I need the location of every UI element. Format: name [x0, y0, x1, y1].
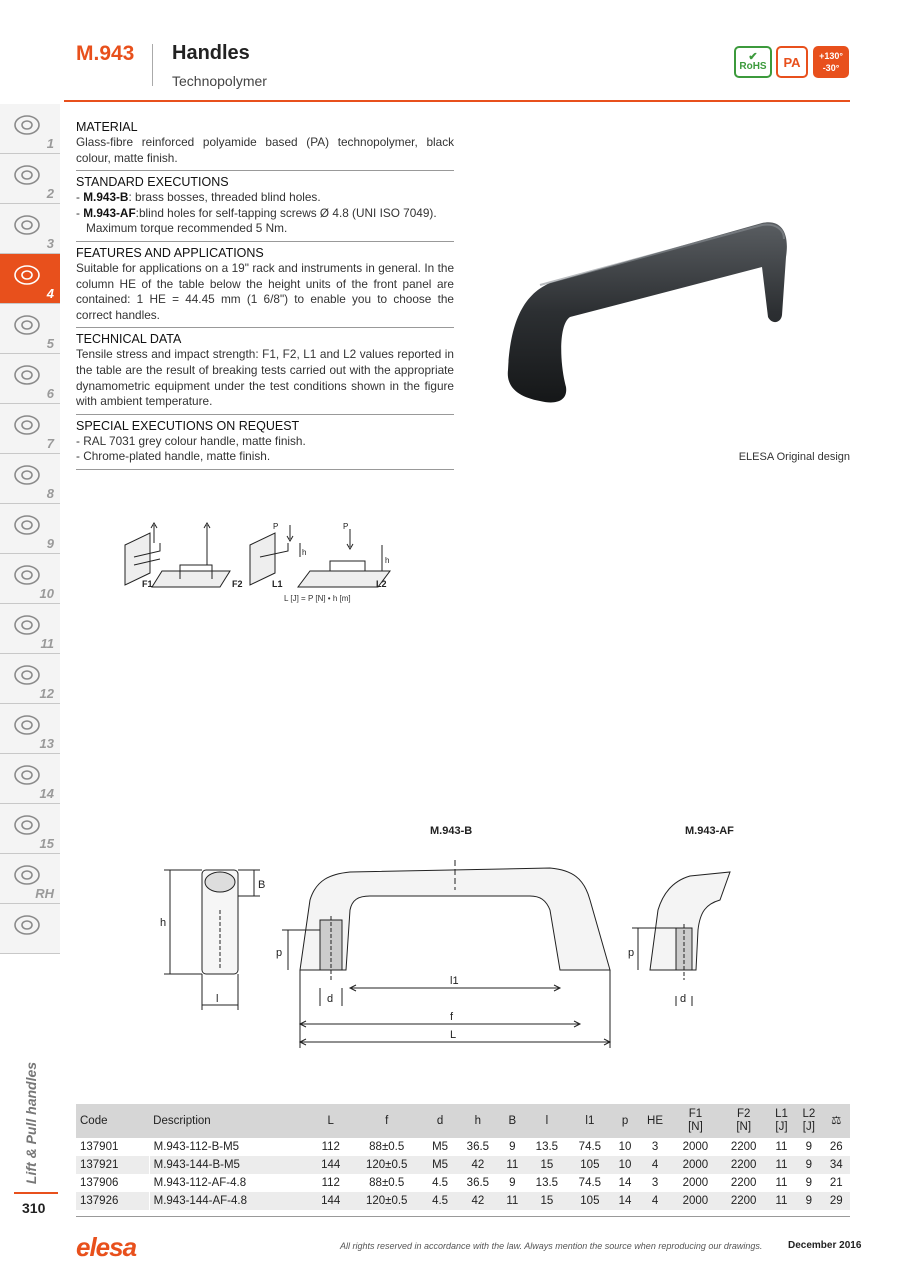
- table-cell: 144: [312, 1192, 350, 1210]
- sidebar-item-number: 11: [40, 636, 54, 651]
- l1-label: L1: [272, 579, 283, 589]
- plunger-icon: [10, 460, 44, 490]
- l2-label: L2: [376, 579, 387, 589]
- p-label: P: [273, 522, 279, 531]
- table-cell: M.943-112-AF-4.8: [153, 1177, 247, 1189]
- special-executions-section: [76, 419, 454, 470]
- sidebar-item[interactable]: [0, 604, 60, 654]
- sidebar-item[interactable]: [0, 254, 60, 304]
- technical-data-section: [76, 332, 454, 414]
- table-cell: 105: [568, 1192, 611, 1210]
- table-cell: 2200: [730, 1141, 757, 1153]
- table-cell: 9: [509, 1141, 516, 1153]
- page-subtitle: Technopolymer: [172, 73, 267, 89]
- table-cell: M.943-144-AF-4.8: [149, 1192, 312, 1210]
- table-cell: 137901: [76, 1138, 149, 1156]
- table-cell: 2000: [682, 1141, 709, 1153]
- f2-label: F2: [232, 579, 243, 589]
- rohs-badge: ✔ RoHS: [734, 46, 772, 78]
- page-title: Handles: [172, 42, 250, 64]
- sidebar-item[interactable]: [0, 104, 60, 154]
- sidebar-item[interactable]: [0, 554, 60, 604]
- position-indicator-icon: [10, 410, 44, 440]
- table-bottom-rule: [76, 1216, 850, 1217]
- product-photo: [500, 205, 820, 415]
- table-cell: 74.5: [578, 1141, 602, 1153]
- table-cell: 2000: [682, 1177, 709, 1189]
- cylindrical-handle-icon: [10, 310, 44, 340]
- table-cell: 88±0.5: [369, 1177, 405, 1189]
- copyright-note: All rights reserved in accordance with the law. Always mention the source when reproducing our drawings.: [340, 1241, 763, 1251]
- table-cell: 10: [611, 1156, 638, 1174]
- table-cell: 11: [499, 1156, 525, 1174]
- drawing-title-af: M.943-AF: [685, 825, 734, 837]
- column-header: Code: [76, 1104, 149, 1138]
- photo-caption: ELESA Original design: [738, 451, 850, 463]
- table-row: [76, 1192, 850, 1210]
- table-cell: M.943-144-B-M5: [149, 1156, 312, 1174]
- features-heading: FEATURES AND APPLICATIONS: [76, 245, 264, 260]
- sidebar-item-number: 2: [46, 186, 54, 201]
- h-label: h: [385, 556, 390, 565]
- dim-p-af: p: [628, 947, 635, 959]
- sidebar-item-number: 4: [46, 286, 54, 301]
- dim-p: p: [276, 947, 283, 959]
- table-cell: 137921: [76, 1156, 149, 1174]
- table-cell: 2200: [730, 1177, 757, 1189]
- column-header: p: [611, 1104, 638, 1138]
- elesa-logo: elesa: [76, 1232, 137, 1262]
- knob-icon: [10, 160, 44, 190]
- technical-data-text: Tensile stress and impact strength: F1, F2, L1 and L2 values reported in the table are the result of breaking tests carried out with the appropriate dynamometric equipment under the test conditions shown in the figure with ambient temperature.: [76, 347, 454, 409]
- table-cell: 10: [618, 1141, 632, 1153]
- column-header: f: [350, 1104, 424, 1138]
- table-cell: 144: [312, 1156, 350, 1174]
- sidebar-item[interactable]: [0, 454, 60, 504]
- technical-drawing: [150, 820, 860, 1060]
- sidebar-item[interactable]: [0, 204, 60, 254]
- special-item: - RAL 7031 grey colour handle, matte finish.: [76, 433, 306, 448]
- sidebar-item[interactable]: [0, 154, 60, 204]
- sidebar-item[interactable]: [0, 904, 60, 954]
- table-cell: 137926: [76, 1192, 149, 1210]
- table-cell: 11: [768, 1156, 795, 1174]
- dim-L: L: [450, 1029, 457, 1041]
- table-cell: 9: [509, 1177, 516, 1189]
- hinge-icon: [10, 610, 44, 640]
- material-section: [76, 120, 454, 171]
- sidebar-item-number: 10: [39, 586, 54, 601]
- load-test-diagram: [120, 515, 420, 615]
- f1-label: F1: [142, 579, 153, 589]
- table-cell: 112: [321, 1177, 340, 1189]
- column-header: L1 [J]: [768, 1104, 795, 1138]
- handwheel-icon: [10, 110, 44, 140]
- sidebar-item[interactable]: [0, 504, 60, 554]
- table-cell: 120±0.5: [350, 1192, 424, 1210]
- clamping-lever-icon: [10, 210, 44, 240]
- table-cell: 88±0.5: [369, 1141, 405, 1153]
- table-cell: 112: [321, 1141, 340, 1153]
- sidebar-item-number: 15: [39, 836, 54, 851]
- p-label: P: [343, 522, 349, 531]
- table-cell: 9: [805, 1141, 813, 1153]
- specification-table: [76, 1104, 850, 1210]
- sidebar-item[interactable]: [0, 804, 60, 854]
- technical-data-heading: TECHNICAL DATA: [76, 332, 182, 347]
- sidebar-item[interactable]: [0, 654, 60, 704]
- standard-executions-heading: STANDARD EXECUTIONS: [76, 175, 229, 190]
- table-cell: 11: [775, 1141, 788, 1153]
- column-header: d: [424, 1104, 457, 1138]
- column-header: L2 [J]: [795, 1104, 822, 1138]
- sidebar-item[interactable]: [0, 754, 60, 804]
- pull-handle-icon: [10, 260, 44, 290]
- table-cell: 4.5: [432, 1177, 449, 1189]
- table-cell: 4: [639, 1156, 672, 1174]
- table-cell: 14: [618, 1177, 632, 1189]
- table-cell: 137906: [76, 1174, 149, 1192]
- energy-formula: L [J] = P [N] • h [m]: [284, 594, 351, 603]
- sidebar-item[interactable]: [0, 854, 60, 904]
- table-cell: 3: [651, 1141, 659, 1153]
- execution-item: - M.943-AF:blind holes for self-tapping screws Ø 4.8 (UNI ISO 7049). Maximum torque recommended 5 Nm.: [76, 205, 437, 236]
- sidebar-item-number: 12: [39, 686, 54, 701]
- sidebar-item[interactable]: [0, 404, 60, 454]
- table-cell: 11: [768, 1192, 795, 1210]
- table-row: [76, 1138, 850, 1156]
- temperature-badge: +130° -30°: [813, 46, 849, 78]
- table-cell: M5: [424, 1156, 457, 1174]
- table-cell: M.943-112-B-M5: [153, 1141, 240, 1153]
- column-header: L: [312, 1104, 350, 1138]
- dim-b: B: [258, 879, 266, 891]
- table-cell: 11: [499, 1192, 525, 1210]
- column-header: l: [525, 1104, 568, 1138]
- table-cell: 26: [829, 1141, 843, 1153]
- sidebar-item[interactable]: [0, 304, 60, 354]
- table-cell: 4.5: [424, 1192, 457, 1210]
- sidebar-item-number: 5: [46, 336, 54, 351]
- header-divider: [152, 44, 153, 86]
- column-header: ⚖: [823, 1104, 850, 1138]
- header-rule: [64, 100, 850, 102]
- section-vertical-label: Lift & Pull handles: [23, 1061, 40, 1185]
- page-number: 310: [22, 1200, 46, 1216]
- dim-l1: l1: [450, 975, 459, 987]
- product-code: M.943: [76, 42, 135, 65]
- description-sections: [76, 118, 454, 474]
- table-row: [76, 1174, 850, 1192]
- table-cell: 42: [456, 1192, 499, 1210]
- sidebar-item-number: 1: [46, 136, 54, 151]
- table-cell: 36.5: [466, 1141, 490, 1153]
- table-cell: 2200: [720, 1192, 768, 1210]
- table-cell: 36.5: [466, 1177, 490, 1189]
- page-number-rule: [14, 1192, 58, 1194]
- column-header: HE: [639, 1104, 672, 1138]
- sidebar-item-number: RH: [35, 886, 54, 901]
- table-cell: 13.5: [535, 1141, 559, 1153]
- h-label: h: [302, 548, 307, 557]
- table-cell: 14: [611, 1192, 638, 1210]
- table-cell: 74.5: [578, 1177, 602, 1189]
- knurled-knob-icon: [10, 360, 44, 390]
- table-cell: M5: [432, 1141, 449, 1153]
- eye-bolt-icon: [10, 510, 44, 540]
- table-cell: 3: [651, 1177, 659, 1189]
- dim-d-af: d: [680, 993, 687, 1005]
- table-cell: 21: [829, 1177, 843, 1189]
- table-cell: 11: [775, 1177, 788, 1189]
- drawing-title-b: M.943-B: [430, 825, 473, 837]
- column-header: F2 [N]: [720, 1104, 768, 1138]
- table-cell: 9: [795, 1192, 822, 1210]
- special-item: - Chrome-plated handle, matte finish.: [76, 449, 271, 464]
- material-text: Glass-fibre reinforced polyamide based (PA) technopolymer, black colour, matte finish.: [76, 135, 454, 165]
- sidebar-item-number: 9: [46, 536, 54, 551]
- sidebar-item-number: 7: [46, 436, 54, 451]
- check-icon: ✔: [748, 51, 758, 63]
- sidebar-item[interactable]: [0, 354, 60, 404]
- column-header: B: [499, 1104, 525, 1138]
- table-cell: 120±0.5: [350, 1156, 424, 1174]
- table-header-row: [76, 1104, 850, 1138]
- column-header: h: [456, 1104, 499, 1138]
- execution-item: - M.943-B: brass bosses, threaded blind holes.: [76, 190, 321, 205]
- column-header: F1 [N]: [671, 1104, 719, 1138]
- table-row: [76, 1156, 850, 1174]
- edition-date: December 2016: [788, 1240, 862, 1251]
- table-cell: 9: [795, 1156, 822, 1174]
- table-cell: 4: [639, 1192, 672, 1210]
- sidebar-item[interactable]: [0, 704, 60, 754]
- table-cell: 13.5: [535, 1177, 559, 1189]
- table-cell: 29: [823, 1192, 850, 1210]
- dim-h: h: [160, 917, 167, 929]
- dim-d: d: [327, 993, 334, 1005]
- table-cell: 2200: [720, 1156, 768, 1174]
- sidebar-item-number: 13: [39, 736, 54, 751]
- sidebar-item-number: 3: [46, 236, 54, 251]
- table-cell: 15: [525, 1156, 568, 1174]
- table-cell: 105: [568, 1156, 611, 1174]
- table-cell: 2000: [671, 1156, 719, 1174]
- table-cell: 42: [456, 1156, 499, 1174]
- material-heading: MATERIAL: [76, 120, 138, 134]
- column-header: l1: [568, 1104, 611, 1138]
- dim-l: l: [216, 993, 219, 1005]
- table-cell: 9: [805, 1177, 813, 1189]
- table-cell: 34: [823, 1156, 850, 1174]
- material-badge: PA: [776, 46, 808, 78]
- category-sidebar: [0, 104, 60, 954]
- dim-f: f: [450, 1011, 454, 1023]
- features-text: Suitable for applications on a 19" rack and instruments in general. In the column HE of the table below the height units of the front panel are contained: 1 HE = 44.45 mm (1 6/8") to enable you to choose the correct handles.: [76, 260, 454, 322]
- table-cell: 15: [525, 1192, 568, 1210]
- sidebar-item-number: 6: [46, 386, 54, 401]
- table-cell: 2000: [671, 1192, 719, 1210]
- sidebar-item-number: 14: [39, 786, 54, 801]
- special-executions-heading: SPECIAL EXECUTIONS ON REQUEST: [76, 418, 300, 433]
- standard-executions-section: [76, 175, 454, 242]
- column-header: Description: [149, 1104, 312, 1138]
- wrench-icon: [10, 910, 44, 940]
- sidebar-item-number: 8: [46, 486, 54, 501]
- features-section: [76, 246, 454, 328]
